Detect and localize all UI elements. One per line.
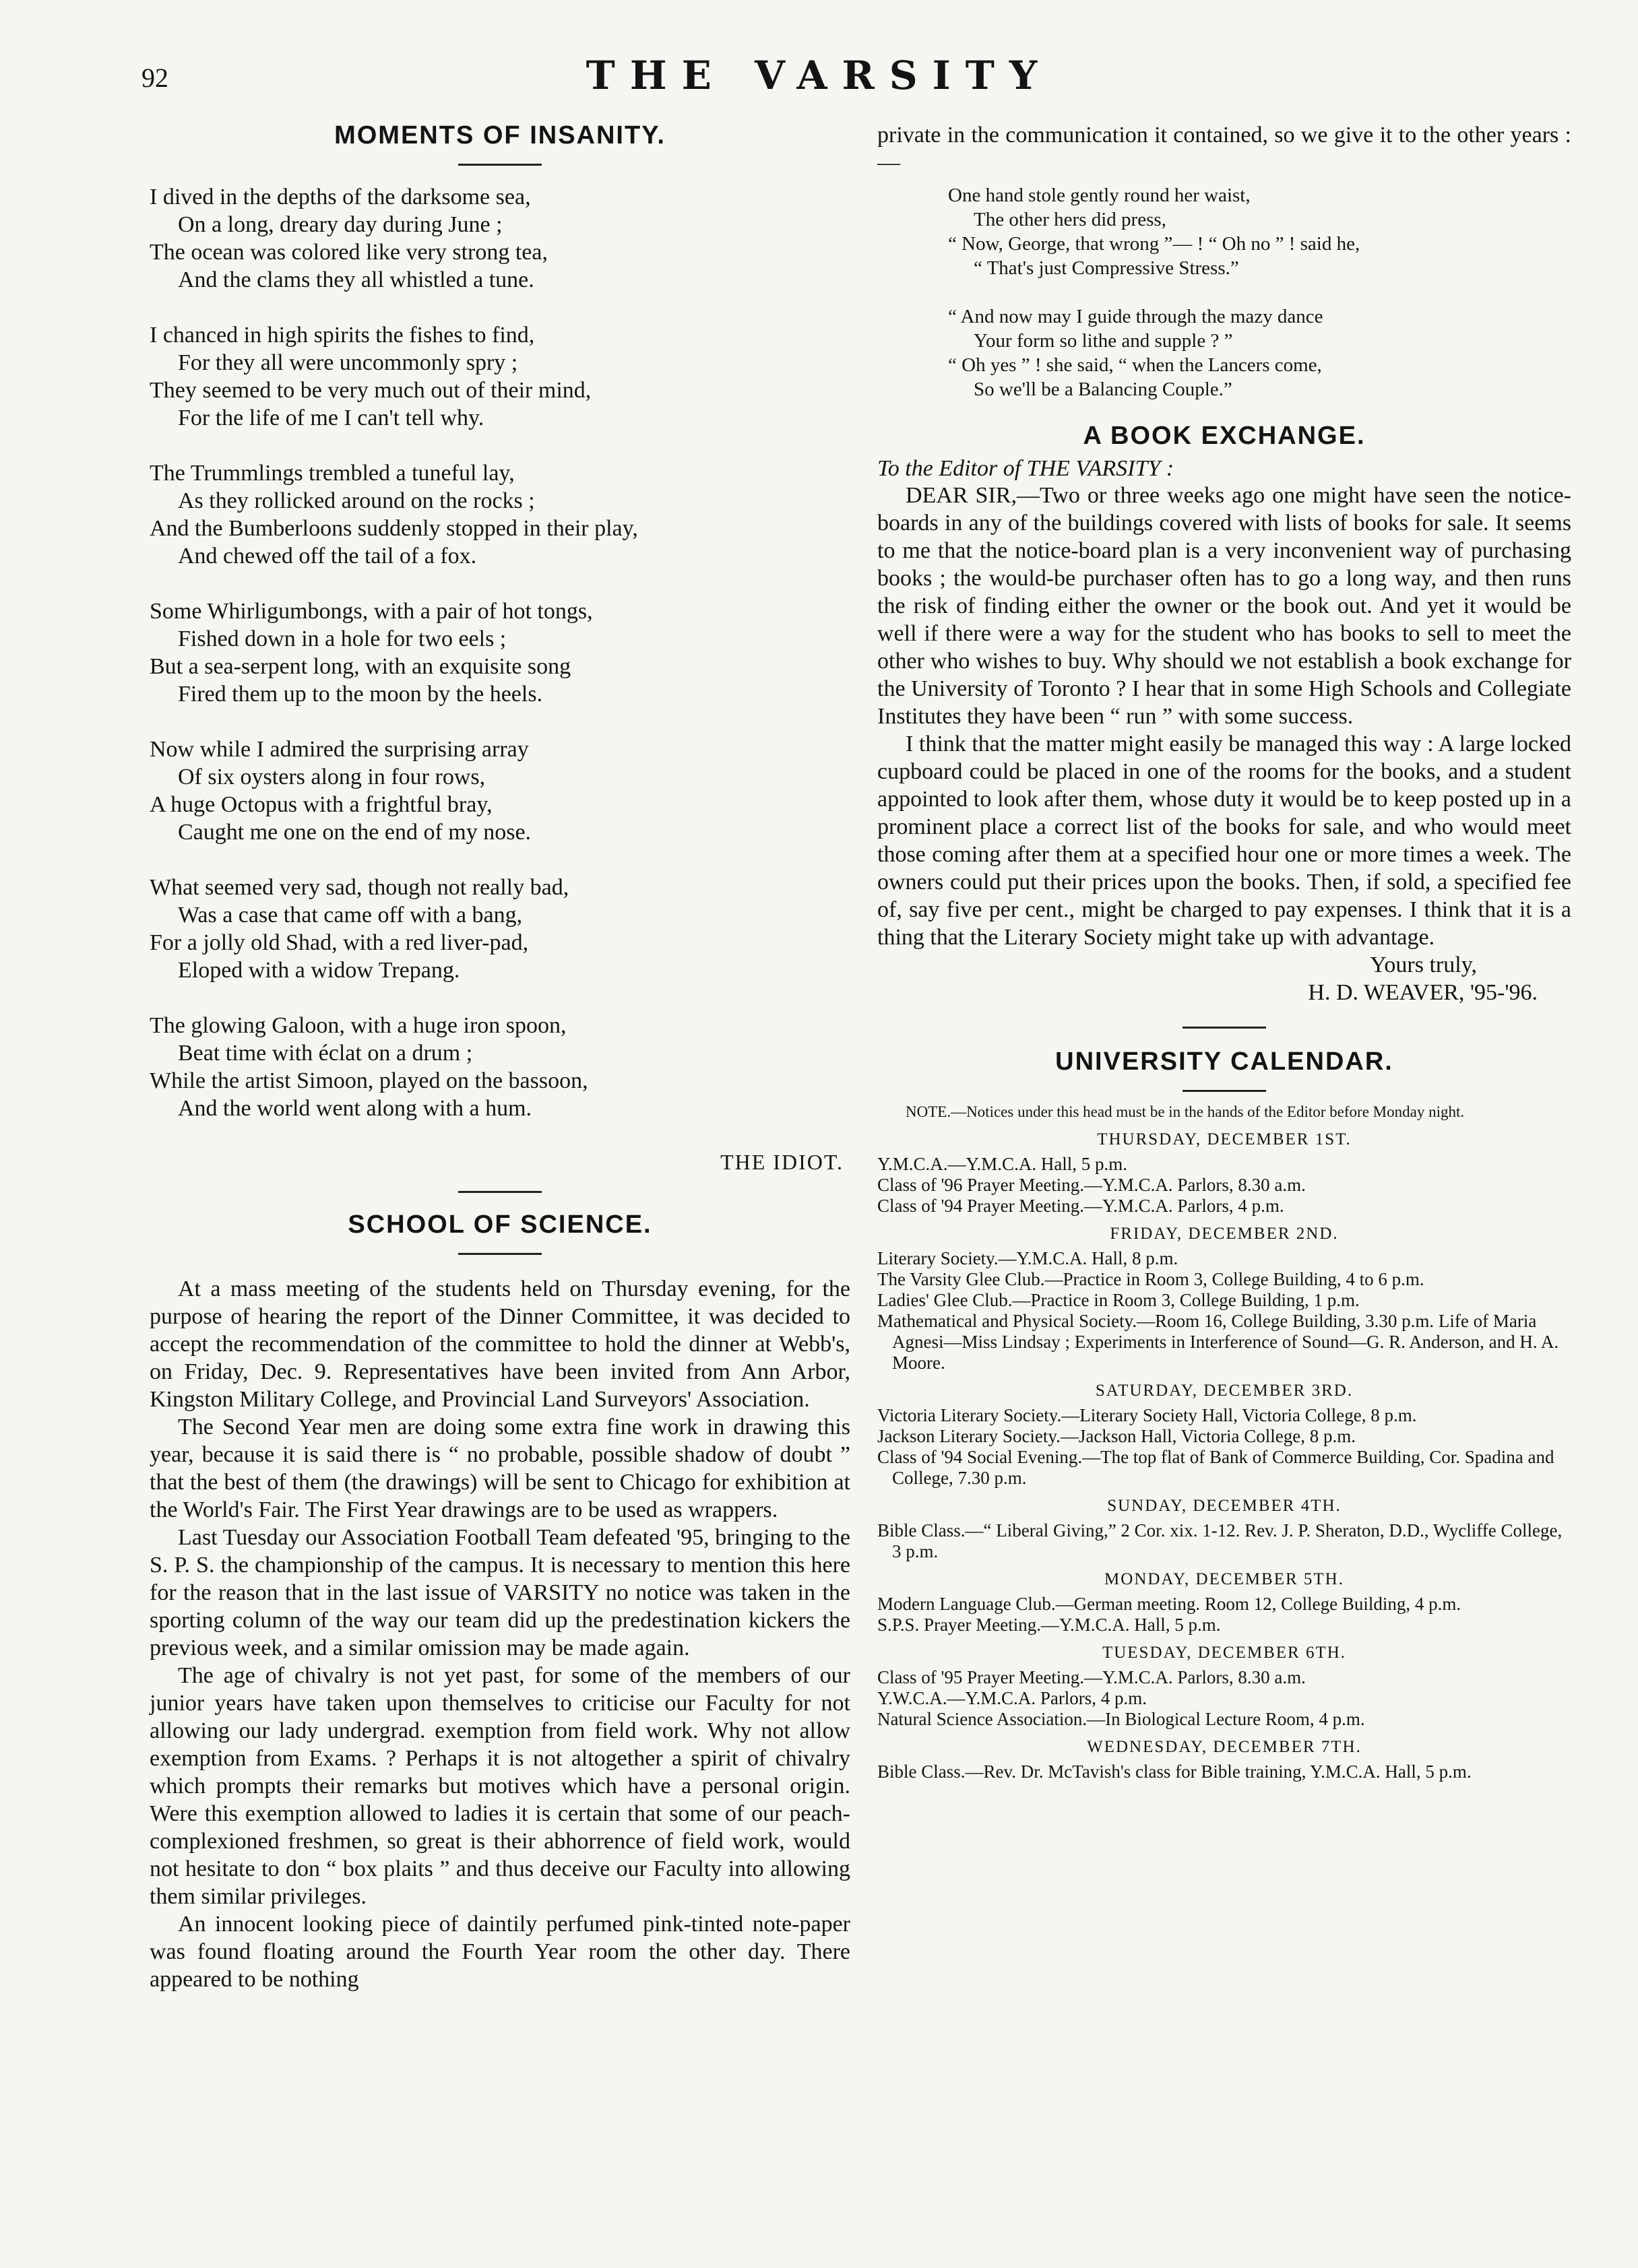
- calendar-entry: Class of '94 Social Evening.—The top flat of Bank of Commerce Building, Cor. Spadina and College, 7.30 p.m.: [877, 1447, 1554, 1488]
- poem-line: And the Bumberloons suddenly stopped in their play,: [150, 516, 638, 541]
- stanza: [150, 1012, 850, 1122]
- poem-line: For a jolly old Shad, with a red liver-pad,: [150, 930, 529, 955]
- calendar-day-heading: WEDNESDAY, DECEMBER 7TH.: [1087, 1738, 1362, 1756]
- letter-closing: Yours truly,: [1370, 952, 1477, 977]
- title-rule: [1183, 1090, 1266, 1092]
- poem-line: Eloped with a widow Trepang.: [178, 958, 460, 983]
- poem-title: MOMENTS OF INSANITY.: [334, 121, 666, 150]
- exchange-title: A BOOK EXCHANGE.: [1083, 422, 1366, 450]
- article-paragraph: An innocent looking piece of daintily perfumed pink-tinted note-paper was found floating around the Fourth Year room the other day. There appeared to be nothing: [150, 1912, 850, 1992]
- calendar-list: [877, 1101, 1571, 1782]
- poem-line: The glowing Galoon, with a huge iron spoon,: [150, 1013, 567, 1038]
- verse-line: “ And now may I guide through the mazy dance: [948, 306, 1323, 327]
- article-paragraph: The age of chivalry is not yet past, for some of the members of our junior years have taken upon themselves to criticise our Faculty for not allowing our lady undergrad. exemption from field work. Why not allow exemption from Exams. ? Perhaps it is not altogether a spirit of chivalry which prompts their remarks but motives which have a personal origin. Were this exemption allowed to ladies it is certain that some of our peach-complexioned freshmen, so great is their abhorrence of field work, would not hesitate to don “ box plaits ” and thus deceive our Faculty into allowing them similar privileges.: [150, 1663, 850, 1909]
- science-title: SCHOOL OF SCIENCE.: [348, 1210, 652, 1239]
- poem-line: As they rollicked around on the rocks ;: [178, 488, 535, 513]
- poem-signature: THE IDIOT.: [720, 1150, 844, 1174]
- calendar-entry: Modern Language Club.—German meeting. Room 12, College Building, 4 p.m.: [877, 1594, 1461, 1614]
- section-divider: [458, 1191, 542, 1193]
- masthead: THE VARSITY: [586, 53, 1052, 98]
- poem-line: Was a case that came off with a bang,: [178, 903, 523, 928]
- calendar-entry: Jackson Literary Society.—Jackson Hall, Victoria College, 8 p.m.: [877, 1426, 1356, 1446]
- poem-line: Now while I admired the surprising array: [150, 737, 529, 762]
- calendar-title: UNIVERSITY CALENDAR.: [1055, 1047, 1393, 1076]
- letter-salutation: To the Editor of THE VARSITY :: [877, 456, 1174, 481]
- calendar-entry: Bible Class.—Rev. Dr. McTavish's class for Bible training, Y.M.C.A. Hall, 5 p.m.: [877, 1761, 1472, 1782]
- article-paragraph: Last Tuesday our Association Football Team defeated '95, bringing to the S. P. S. the championship of the campus. It is necessary to mention this here for the reason that in the last issue of VARSITY no notice was taken in the sporting column of the way our team did up the predestination kickers the previous week, and a similar omission may be made again.: [150, 1525, 850, 1660]
- verse-line: The other hers did press,: [974, 209, 1166, 230]
- poem-body: [150, 183, 850, 1122]
- calendar-entry: S.P.S. Prayer Meeting.—Y.M.C.A. Hall, 5 p.m.: [877, 1615, 1221, 1635]
- section-divider: [1183, 1027, 1266, 1029]
- calendar-entry: Ladies' Glee Club.—Practice in Room 3, College Building, 1 p.m.: [877, 1290, 1360, 1310]
- article-paragraph: At a mass meeting of the students held on Thursday evening, for the purpose of hearing the report of the Dinner Committee, it was decided to accept the recommendation of the committee to hold the dinner at Webb's, on Friday, Dec. 9. Representatives have been invited from Ann Arbor, Kingston Military College, and Provincial Land Surveyors' Association.: [150, 1276, 850, 1412]
- letter-paragraph: DEAR SIR,—Two or three weeks ago one might have seen the notice-boards in any of the buildings covered with lists of books for sale. It seems to me that the notice-board plan is a very inconvenient way of purchasing books ; the would-be purchaser often has to go a long way, and then runs the risk of finding either the owner or the book out. And yet it would be well if there were a way for the student who has books to sell to meet the other who wishes to buy. Why should we not establish a book exchange for the University of Toronto ? I hear that in some High Schools and Collegiate Institutes they have been “ run ” with some success.: [877, 483, 1571, 729]
- poem-line: And the clams they all whistled a tune.: [178, 267, 534, 292]
- stanza: [150, 597, 850, 708]
- poem-line: On a long, dreary day during June ;: [178, 212, 503, 237]
- calendar-entry: Y.M.C.A.—Y.M.C.A. Hall, 5 p.m.: [877, 1154, 1128, 1174]
- title-rule: [458, 1253, 542, 1255]
- verse-line: Your form so lithe and supple ? ”: [974, 330, 1233, 352]
- verse-line: “ That's just Compressive Stress.”: [974, 257, 1239, 279]
- note-verse: [948, 183, 1571, 401]
- poem-line: For they all were uncommonly spry ;: [178, 350, 518, 375]
- calendar-day-heading: SATURDAY, DECEMBER 3RD.: [1095, 1382, 1354, 1400]
- verse-line: So we'll be a Balancing Couple.”: [974, 379, 1232, 400]
- poem-line: Of six oysters along in four rows,: [178, 765, 486, 789]
- letter-body: [877, 482, 1571, 951]
- poem-line: And chewed off the tail of a fox.: [178, 544, 477, 569]
- poem-line: And the world went along with a hum.: [178, 1096, 532, 1121]
- stanza: [150, 874, 850, 984]
- calendar-entry: Bible Class.—“ Liberal Giving,” 2 Cor. xix. 1-12. Rev. J. P. Sheraton, D.D., Wycliffe College, 3 p.m.: [877, 1520, 1563, 1561]
- poem-line: The Trummlings trembled a tuneful lay,: [150, 461, 515, 486]
- science-article: [150, 1275, 850, 1993]
- calendar-entry: Y.W.C.A.—Y.M.C.A. Parlors, 4 p.m.: [877, 1688, 1147, 1708]
- poem-line: But a sea-serpent long, with an exquisite song: [150, 654, 571, 679]
- title-rule: [458, 164, 542, 166]
- calendar-entry: Literary Society.—Y.M.C.A. Hall, 8 p.m.: [877, 1248, 1178, 1268]
- poem-line: While the artist Simoon, played on the bassoon,: [150, 1068, 588, 1093]
- poem-line: A huge Octopus with a frightful bray,: [150, 792, 493, 817]
- stanza: [150, 736, 850, 846]
- calendar-entry: Class of '96 Prayer Meeting.—Y.M.C.A. Parlors, 8.30 a.m.: [877, 1175, 1306, 1195]
- stanza: [150, 459, 850, 570]
- poem-line: Some Whirligumbongs, with a pair of hot tongs,: [150, 599, 593, 624]
- stanza: [150, 321, 850, 432]
- calendar-day-heading: MONDAY, DECEMBER 5TH.: [1104, 1570, 1344, 1588]
- verse-line: “ Oh yes ” ! she said, “ when the Lancers come,: [948, 354, 1322, 376]
- calendar-entry: Class of '95 Prayer Meeting.—Y.M.C.A. Parlors, 8.30 a.m.: [877, 1667, 1306, 1687]
- verse-line: “ Now, George, that wrong ”— ! “ Oh no ” ! said he,: [948, 233, 1360, 255]
- poem-line: Fished down in a hole for two eels ;: [178, 626, 507, 651]
- poem-line: I dived in the depths of the darksome sea,: [150, 185, 531, 209]
- poem-line: I chanced in high spirits the fishes to find,: [150, 323, 535, 348]
- verse-line: One hand stole gently round her waist,: [948, 185, 1251, 206]
- stanza: [150, 183, 850, 294]
- calendar-day-heading: THURSDAY, DECEMBER 1ST.: [1097, 1130, 1352, 1148]
- letter-paragraph: I think that the matter might easily be managed this way : A large locked cupboard could be placed in one of the rooms for the books, and a student appointed to look after them, whose duty it would be to keep posted up in a prominent place a correct list of the books for sale, and who would meet those coming after them at a specified hour one or more times a week. The owners could put their prices upon the books. Then, if sold, a specified fee of, say five per cent., might be charged to pay expenses. I think that it is a thing that the Literary Society might take up with advantage.: [877, 732, 1571, 950]
- calendar-entry: Natural Science Association.—In Biological Lecture Room, 4 p.m.: [877, 1709, 1365, 1729]
- letter-signer: H. D. WEAVER, '95-'96.: [1308, 980, 1538, 1005]
- left-column: [150, 121, 850, 1993]
- poem-line: Beat time with éclat on a drum ;: [178, 1041, 473, 1066]
- page-number: 92: [141, 63, 168, 93]
- calendar-entry: Mathematical and Physical Society.—Room 16, College Building, 3.30 p.m. Life of Maria Agnesi—Miss Lindsay ; Experiments in Interference of Sound—G. R. Anderson, and H. A. Moore.: [877, 1311, 1559, 1373]
- calendar-entry: Victoria Literary Society.—Literary Society Hall, Victoria College, 8 p.m.: [877, 1405, 1417, 1425]
- continued-text: private in the communication it contained, so we give it to the other years :—: [877, 123, 1571, 175]
- calendar-note: NOTE.—Notices under this head must be in the hands of the Editor before Monday night.: [906, 1103, 1465, 1120]
- calendar-day-heading: SUNDAY, DECEMBER 4TH.: [1107, 1497, 1342, 1515]
- poem-line: They seemed to be very much out of their mind,: [150, 378, 592, 403]
- calendar-entry: The Varsity Glee Club.—Practice in Room 3, College Building, 4 to 6 p.m.: [877, 1269, 1424, 1289]
- poem-line: What seemed very sad, though not really bad,: [150, 875, 569, 900]
- right-column: [877, 121, 1571, 1782]
- calendar-day-heading: FRIDAY, DECEMBER 2ND.: [1110, 1225, 1339, 1243]
- calendar-day-heading: TUESDAY, DECEMBER 6TH.: [1102, 1644, 1347, 1662]
- poem-line: For the life of me I can't tell why.: [178, 406, 484, 430]
- poem-line: Fired them up to the moon by the heels.: [178, 682, 543, 707]
- poem-line: The ocean was colored like very strong tea,: [150, 240, 548, 265]
- poem-line: Caught me one on the end of my nose.: [178, 820, 532, 845]
- article-paragraph: The Second Year men are doing some extra fine work in drawing this year, because it is said there is “ no probable, possible shadow of doubt ” that the best of them (the drawings) will be sent to Chicago for exhibition at the World's Fair. The First Year drawings are to be used as wrappers.: [150, 1415, 850, 1522]
- calendar-entry: Class of '94 Prayer Meeting.—Y.M.C.A. Parlors, 4 p.m.: [877, 1196, 1284, 1216]
- verse-gap: [948, 280, 1571, 304]
